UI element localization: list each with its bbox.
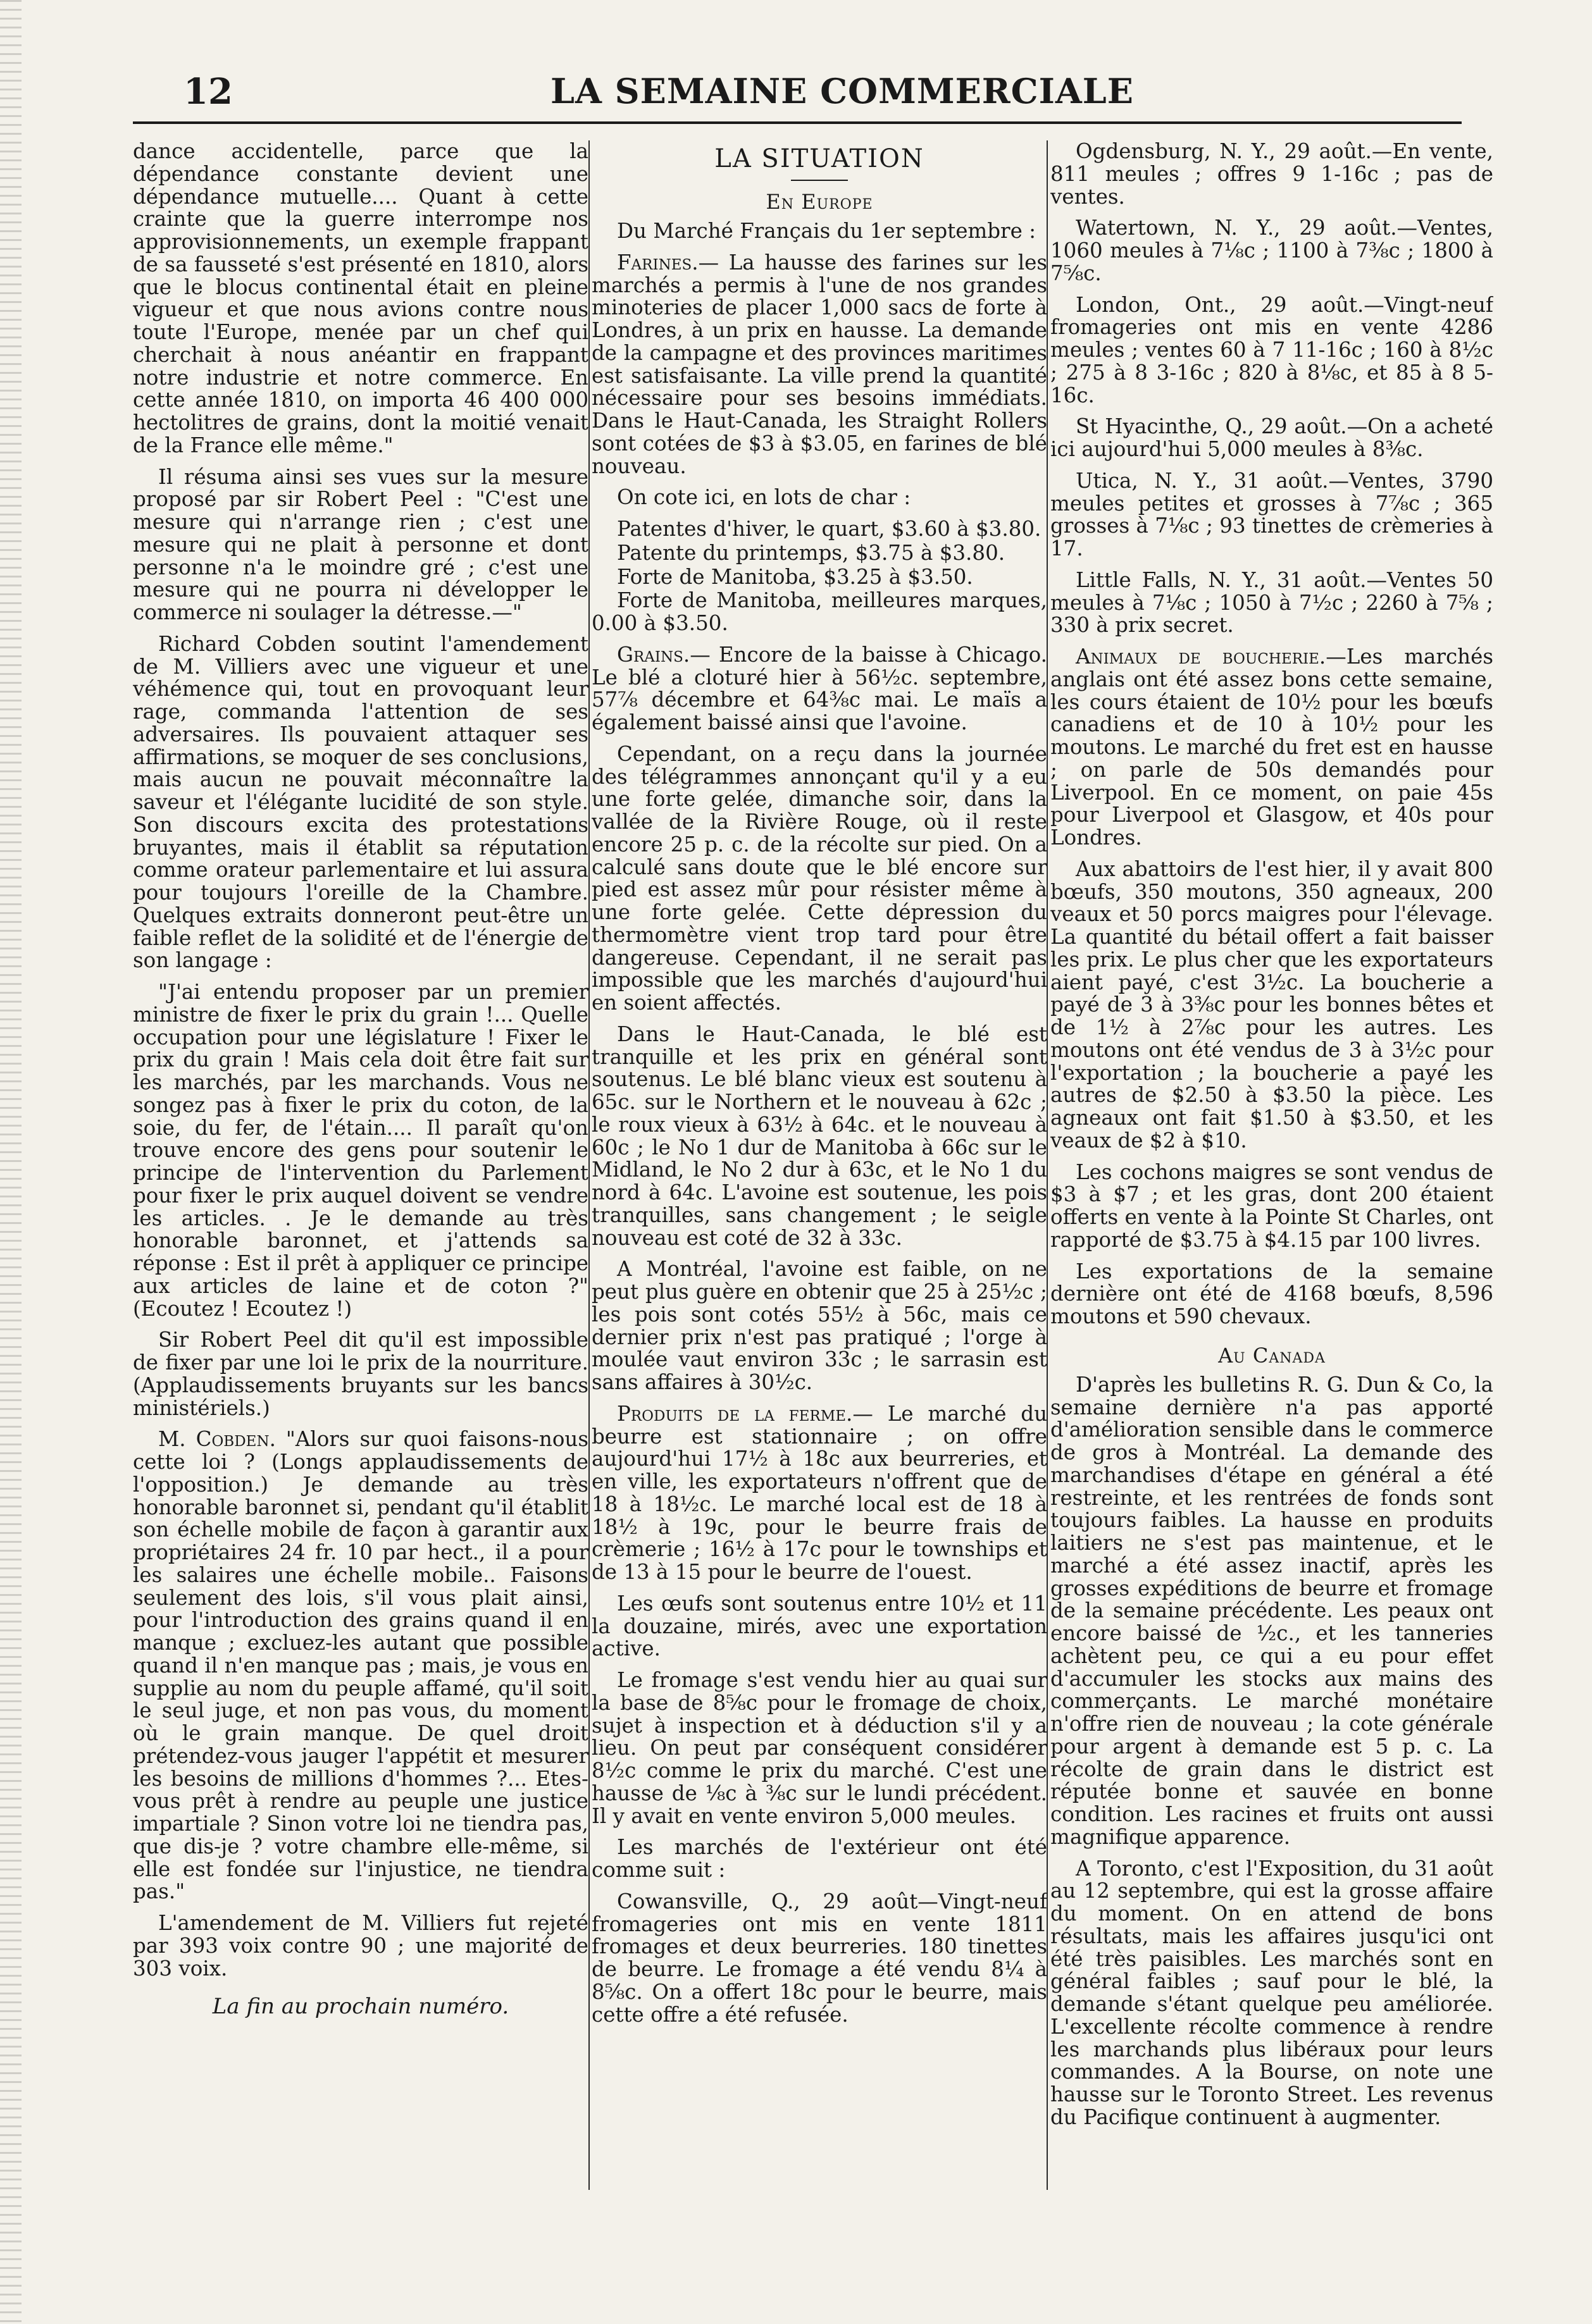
paragraph <box>1050 646 1493 850</box>
paragraph: Les marchés de l'extérieur ont été comme suit : <box>592 1835 1047 1882</box>
paragraph: Les cochons maigres se sont vendus de $3 à $7 ; et les gras, dont 200 étaient offerts en vente à la Pointe St Charles, ont rapporté de $3.75 à $4.15 par 100 livres. <box>1050 1159 1493 1252</box>
paragraph: Cowansville, Q., 29 août—Vingt-neuf fromageries ont mis en vente 1811 fromages et deux beurreries. 180 tinettes de beurre. Le fromage a été vendu 8¼ à 8⅝c. On a offert 18c pour le beurre, mais cette offre a été refusée. <box>592 1889 1047 2027</box>
paragraph: "J'ai entendu proposer par un premier ministre de fixer le prix du grain !... Quelle occupation pour une législature ! Fixer le prix du grain ! Mais cela doit être fait sur les marchés, par les marchands. Vous ne songez pas à fixer le prix du coton, de la soie, du fer, de l'étain.... Il paraît qu'on trouve encore des gens pour soutenir le principe de l'intervention du Parlement pour fixer le prix auquel doivent se vendre les articles. . Je le demande au très honorable baronnet, et j'attends sa réponse : Est il prêt à appliquer ce principe aux articles de laine et de coton ?" (Ecoutez ! Ecoutez !) <box>133 980 588 1321</box>
paragraph: Little Falls, N. Y., 31 août.—Ventes 50 meules à 7⅛c ; 1050 à 7½c ; 2260 à 7⅝ ; 330 à prix secret. <box>1050 567 1493 638</box>
paragraph <box>133 1428 588 1903</box>
header-rule <box>133 121 1462 124</box>
speaker-label: M. Cobden. <box>158 1427 276 1452</box>
paragraph: Sir Robert Peel dit qu'il est impossible de fixer par une loi le prix de la nourriture. (Applaudissements bruyants sur les bancs ministériels.) <box>133 1328 588 1420</box>
paragraph <box>592 1403 1047 1584</box>
paragraph: A Toronto, c'est l'Exposition, du 31 août au 12 septembre, qui est la grosse affaire du moment. On en attend de bons résultats, mais les affaires jusqu'ici ont été très paisibles. Les marchés sont en général faibles ; sauf pour le blé, la demande s'étant quelque peu améliorée. L'excellente récolte commence à rendre les marchands plus libéraux pour leurs commandes. A la Bourse, on note une hausse sur le Toronto Street. Les revenus du Pacifique continuent à augmenter. <box>1050 1856 1493 2129</box>
paragraph: On cote ici, en lots de char : <box>617 485 911 510</box>
column-left <box>133 140 588 2196</box>
paragraph: L'amendement de M. Villiers fut rejeté par 393 voix contre 90 ; une majorité de 303 voix. <box>133 1911 588 1981</box>
paragraph: Du Marché Français du 1er septembre : <box>617 219 1036 243</box>
section-subtitle: En Europe <box>766 190 873 214</box>
section-title: LA SITUATION <box>714 144 924 173</box>
rubric-label: Grains. <box>617 642 690 667</box>
price-line: Forte de Manitoba, $3.25 à $3.50. <box>617 564 973 589</box>
paragraph: Cependant, on a reçu dans la journée des télégrammes annonçant qu'il y a eu une forte gelée, dimanche soir, dans la vallée de la Rivière Rouge, où il reste encore 25 p. c. de la récolte sur pied. On a calculé sans doute que le blé encore sur pied est assez mûr pour résister même à une forte gelée. Cette dépression du thermomètre vient trop tard pour être dangereuse. Cependant, il ne serait pas impossible que les marchés d'aujourd'hui en soient affectés. <box>592 741 1047 1015</box>
column-right <box>1050 140 1493 2196</box>
title-rule <box>791 180 848 181</box>
column-middle <box>592 140 1047 2196</box>
paragraph: dance accidentelle, parce que la dépendance constante devient une dépendance mutuelle.... Quant à cette crainte que la guerre interrompe nos approvisionnements, un exemple frappant de sa fausseté s'est présenté en 1810, alors que le blocus continental était en pleine vigueur et que nous avions contre nous toute l'Europe, menée par un chef qui cherchait à nous anéantir en frappant notre industrie et notre commerce. En cette année 1810, on importa 46 400 000 hectolitres de grains, dont la moitié venait de la France elle même." <box>133 140 588 457</box>
rubric-label: Farines. <box>617 250 699 275</box>
paragraph: Aux abattoirs de l'est hier, il y avait 800 bœufs, 350 moutons, 350 agneaux, 200 veaux et 50 porcs maigres pour l'élevage. La quantité du bétail offert a fait baisser les prix. Le plus cher que les exportateurs aient payé, c'est 3½c. La boucherie a payé de 3 à 3⅜c pour les bonnes bêtes et de 1½ à 2⅞c pour les autres. Les moutons ont été vendus de 3 à 3½c pour l'exportation ; la boucherie a payé les autres de $2.50 à $3.50 la pièce. Les agneaux ont fait $1.50 à $3.50, et les veaux de $2 à $10. <box>1050 856 1493 1153</box>
paragraph: Watertown, N. Y., 29 août.—Ventes, 1060 meules à 7⅛c ; 1100 à 7⅜c ; 1800 à 7⅝c. <box>1050 216 1493 285</box>
paragraph <box>592 252 1047 478</box>
column-rule <box>588 140 590 2190</box>
page-number: 12 <box>183 71 233 113</box>
paragraph: London, Ont., 29 août.—Vingt-neuf fromageries ont mis en vente 4286 meules ; ventes 60 à 7 11-16c ; 160 à 8½c ; 275 à 8 3-16c ; 820 à 8⅛c, et 85 à 8 5-16c. <box>1050 292 1493 407</box>
masthead: LA SEMAINE COMMERCIALE <box>550 71 1134 111</box>
paragraph: Dans le Haut-Canada, le blé est tranquille et les prix en général sont soutenus. Le blé blanc vieux est soutenu à 65c. sur le Northern et le nouveau à 62c ; le roux vieux à 63½ à 64c. et le nouveau à 60c ; le No 1 dur de Manitoba à 66c sur le Midland, le No 2 dur à 63c, et le No 1 du nord à 64c. L'avoine est soutenue, les pois tranquilles, sans changement ; le seigle nouveau est coté de 32 à 33c. <box>592 1022 1047 1250</box>
paragraph: Utica, N. Y., 31 août.—Ventes, 3790 meules petites et grosses à 7⅞c ; 365 grosses à 7⅛c ; 93 tinettes de crèmeries à 17. <box>1050 468 1493 560</box>
paragraph-text: "Alors sur quoi faisons-nous cette loi ? (Longs applaudissements de l'opposition.) Je demande au très honorable baronnet si, pendant qu'il établit son échelle mobile de façon à garantir aux propriétaires 24 fr. 10 par hect., il a pour les salaires une échelle mobile.. Faisons seulement des lois, s'il vous plait ainsi, pour l'introduction des grains quand il en manque ; excluez-les autant que possible quand il n'en manque pas ; mais, je vous en supplie au nom du peuple affamé, qu'il soit le seul juge, et non pas vous, du moment où le grain manque. De quel droit prétendez-vous jauger l'appétit et mesurer les besoins de millions d'hommes ?... Etes-vous prêt à rendre au peuple une justice impartiale ? Sinon votre loi ne tiendra pas, que dis-je ? votre chambre elle-même, si elle est fondée sur l'injustice, ne tiendra pas." <box>133 1427 588 1904</box>
paragraph-text: — Le marché du beurre est stationnaire ; on offre aujourd'hui 17½ à 18c aux beurreries, et en ville, les exportateurs n'offrent que de 18 à 18½c. Le marché local est de 18 à 18½ à 19c, pour le beurre frais de crèmerie ; 16½ à 17c pour le townships et de 13 à 15 pour le beurre de l'ouest. <box>592 1401 1047 1584</box>
paragraph <box>592 644 1047 734</box>
paragraph-text: — Encore de la baisse à Chicago. Le blé a cloturé hier à 56½c. septembre, 57⅞ décembre et 64⅜c mai. Le maïs a également baissé ainsi que l'avoine. <box>592 642 1047 734</box>
paragraph: Les exportations de la semaine dernière ont été de 4168 bœufs, 8,596 moutons et 590 chevaux. <box>1050 1259 1493 1328</box>
paragraph: D'après les bulletins R. G. Dun & Co, la semaine dernière n'a pas apporté d'amélioration sensible dans le commerce de gros à Montréal. La demande des marchandises d'étape en général a été restreinte, et les rentrées de fonds sont toujours faibles. La hausse en produits laitiers ne s'est pas maintenue, et le marché a été assez inactif, après les grosses expéditions de beurre et fromage de la semaine précédente. Les peaux ont encore baissé de ½c., et les tanneries achètent peu, ce qui a eu pour effet d'accumuler les stocks aux mains des commerçants. Le marché monétaire n'offre rien de nouveau ; la cote générale pour argent à demande est 5 p. c. La récolte de grain dans le district est réputée bonne et sauvée en bonne condition. Les racines et fruits ont aussi magnifique apparence. <box>1050 1372 1493 1849</box>
price-line: Patentes d'hiver, le quart, $3.60 à $3.80. <box>617 517 1042 541</box>
price-line: Patente du printemps, $3.75 à $3.80. <box>617 540 1005 565</box>
paragraph-text: — La hausse des farines sur les marchés a permis à l'une de nos grandes minoteries de placer 1,000 sacs de forte à Londres, à un prix en hausse. La demande de la campagne et des provinces maritimes est satisfaisante. La ville prend la quantité nécessaire pour ses besoins immédiats. Dans le Haut-Canada, les Straight Rollers sont cotées de $3 à $3.05, en farines de blé nouveau. <box>592 250 1047 478</box>
paragraph: A Montréal, l'avoine est faible, on ne peut plus guère en obtenir que 25 à 25½c ; les pois sont cotés 55½ à 56c, mais ce dernier prix n'est pas pratiqué ; l'orge à moulée vaut environ 33c ; le sarrasin est sans affaires à 30½c. <box>592 1257 1047 1394</box>
rubric-label: Animaux de boucherie. <box>1076 645 1326 669</box>
rubric-label: Produits de la ferme. <box>617 1401 853 1426</box>
continued-note: La fin au prochain numéro. <box>212 1994 509 2020</box>
paragraph-text: —Les marchés anglais ont été assez bons cette semaine, les cours étaient de 10½ pour les bœufs canadiens et de 10 à 10½ pour les moutons. Le marché du fret est en hausse ; on parle de 50s demandés pour Liverpool. En ce moment, on paie 45s pour Liverpool et Glasgow, et 40s pour Londres. <box>1050 645 1493 850</box>
paragraph: Le fromage s'est vendu hier au quai sur la base de 8⅝c pour le fromage de choix, sujet à inspection et à déduction s'il y a lieu. On peut par conséquent considérer 8½c comme le prix du marché. C'est une hausse de ⅛c à ⅜c sur le lundi précédent. Il y avait en vente environ 5,000 meules. <box>592 1668 1047 1828</box>
paragraph: Il résuma ainsi ses vues sur la mesure proposé par sir Robert Peel : "C'est une mesure qui n'arrange rien ; c'est une mesure qui ne plait à personne et dont personne n'a le moindre gré ; c'est une mesure qui ne pourra ni développer le commerce ni soulager la détresse.—" <box>133 464 588 624</box>
paragraph: St Hyacinthe, Q., 29 août.—On a acheté ici aujourd'hui 5,000 meules à 8⅜c. <box>1050 414 1493 461</box>
paragraph: Les œufs sont soutenus entre 10½ et 11 la douzaine, mirés, avec une exportation active. <box>592 1591 1047 1661</box>
price-line: Forte de Manitoba, meilleures marques, 0.00 à $3.50. <box>592 588 1047 635</box>
scan-edge <box>0 0 22 2324</box>
paragraph: Richard Cobden soutint l'amendement de M. Villiers avec une vigueur et une véhémence qui, tout en provoquant leur rage, commanda l'attention de ses adversaires. Ils pouvaient attaquer ses affirmations, se moquer de ses conclusions, mais aucun ne pouvait méconnaître la saveur et l'élégante lucidité de son style. Son discours excita des protestations bruyantes, mais il établit sa réputation comme orateur parlementaire et lui assura pour toujours l'oreille de la Chambre. Quelques extraits donneront peut-être un faible reflet de la solidité et de l'énergie de son langage : <box>133 631 588 973</box>
paragraph: Ogdensburg, N. Y., 29 août.—En vente, 811 meules ; offres 9 1-16c ; pas de ventes. <box>1050 140 1493 209</box>
section-subtitle: Au Canada <box>1218 1343 1326 1368</box>
